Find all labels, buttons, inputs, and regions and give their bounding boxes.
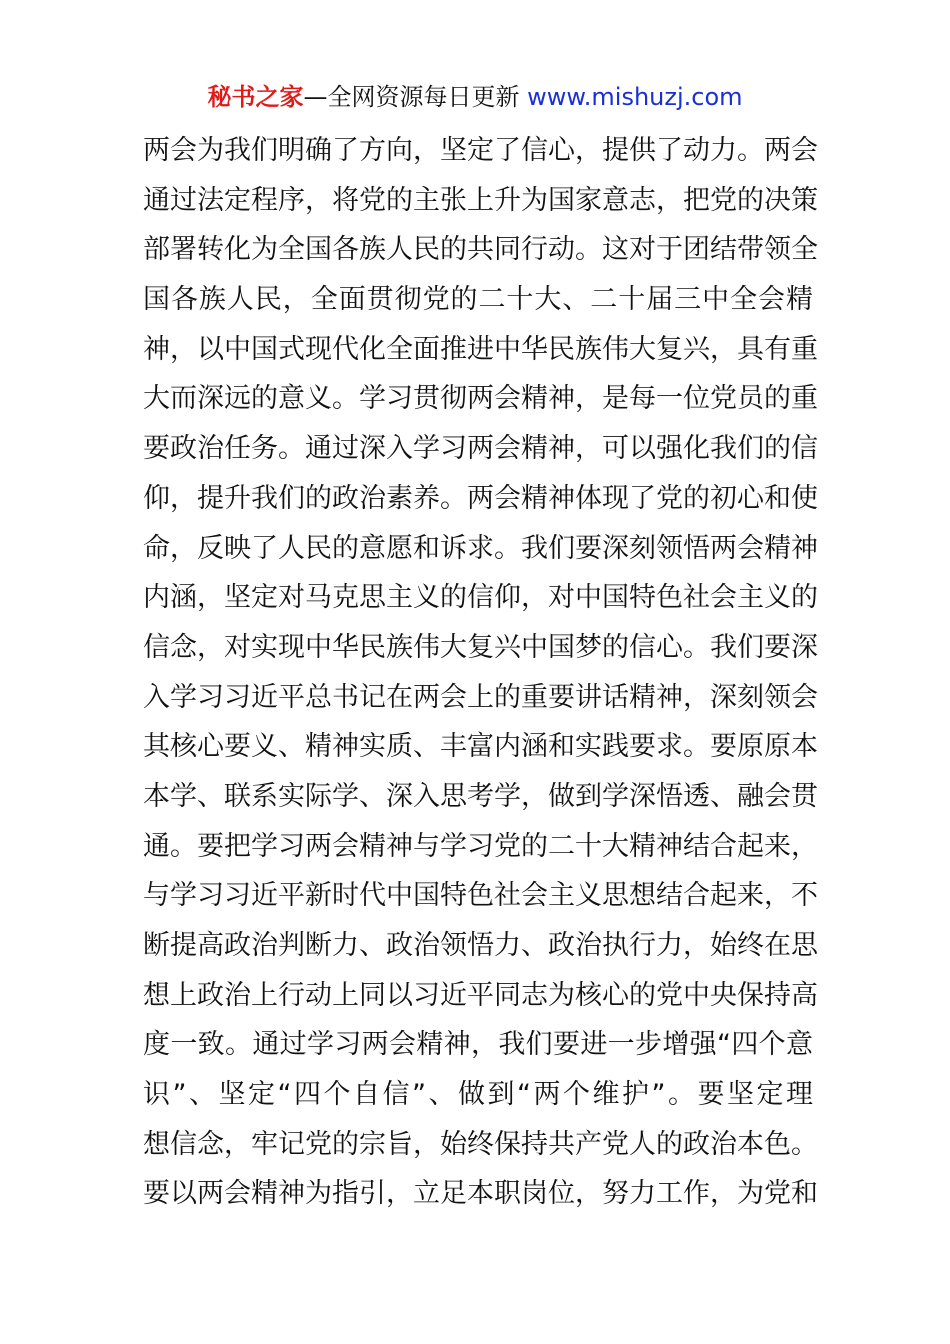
text-line: 两会为我们明确了方向，坚定了信心，提供了动力。两会 (143, 135, 818, 166)
text-line: 神，以中国式现代化全面推进中华民族伟大复兴，具有重 (143, 333, 818, 365)
text-line: 仰，提升我们的政治素养。两会精神体现了党的初心和使 (143, 482, 818, 514)
text-line: 想上政治上行动上同以习近平同志为核心的党中央保持高 (143, 979, 818, 1011)
text-line: 其核心要义、精神实质、丰富内涵和实践要求。要原原本 (143, 731, 818, 763)
text-line: 信念，对实现中华民族伟大复兴中国梦的信心。我们要深 (143, 631, 818, 663)
text-line: 通。要把学习两会精神与学习党的二十大精神结合起来， (143, 830, 818, 862)
text-line: 与学习习近平新时代中国特色社会主义思想结合起来，不 (143, 880, 818, 912)
text-line: 度一致。通过学习两会精神，我们要进一步增强“四个意 (143, 1029, 813, 1061)
text-line: 内涵，坚定对马克思主义的信仰，对中国特色社会主义的 (143, 582, 818, 614)
text-line: 部署转化为全国各族人民的共同行动。这对于团结带领全 (143, 234, 818, 266)
site-url: www.mishuzj.com (527, 83, 743, 111)
text-line: 通过法定程序，将党的主张上升为国家意志，把党的决策 (143, 184, 818, 216)
text-line: 识”、坚定“四个自信”、做到“两个维护”。要坚定理 (143, 1079, 813, 1111)
body-paragraph (143, 126, 818, 1219)
text-line: 本学、联系实际学、深入思考学，做到学深悟透、融会贯 (143, 780, 818, 812)
text-line: 入学习习近平总书记在两会上的重要讲话精神，深刻领会 (143, 681, 818, 713)
brand-name: 秘书之家 (207, 83, 304, 111)
page-header (0, 80, 950, 114)
text-line: 大而深远的意义。学习贯彻两会精神，是每一位党员的重 (143, 383, 818, 415)
text-line: 想信念，牢记党的宗旨，始终保持共产党人的政治本色。 (143, 1128, 818, 1160)
text-line: 命，反映了人民的意愿和诉求。我们要深刻领悟两会精神 (143, 532, 818, 564)
text-line: 断提高政治判断力、政治领悟力、政治执行力，始终在思 (143, 930, 818, 961)
text-line: 国各族人民，全面贯彻党的二十大、二十届三中全会精 (143, 284, 813, 316)
header-tagline: —全网资源每日更新 (303, 83, 528, 111)
text-line: 要以两会精神为指引，立足本职岗位，努力工作，为党和 (143, 1178, 818, 1210)
text-line: 要政治任务。通过深入学习两会精神，可以强化我们的信 (143, 433, 818, 465)
